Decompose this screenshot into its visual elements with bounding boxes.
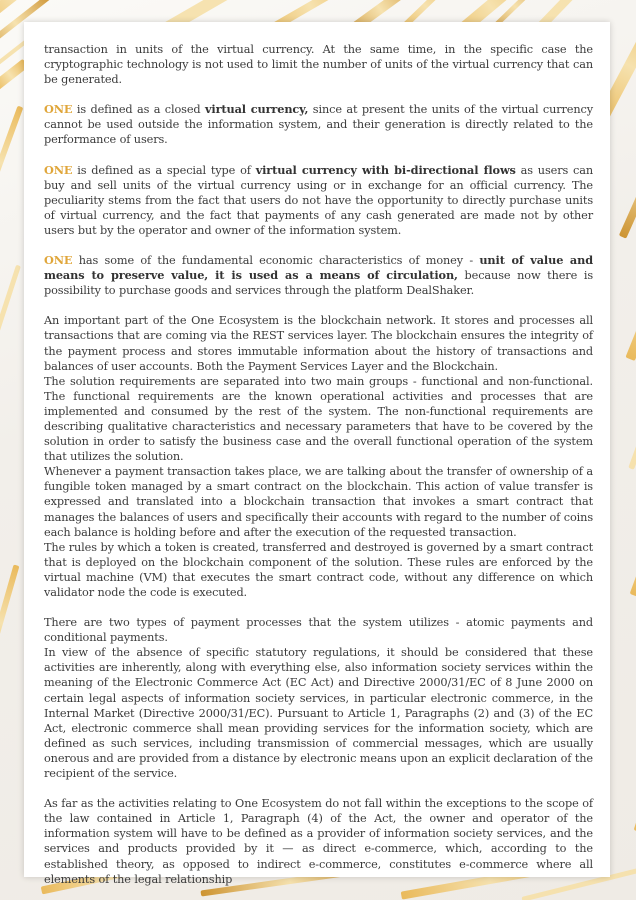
one-keyword: ONE bbox=[44, 253, 73, 268]
one-keyword: ONE bbox=[44, 162, 73, 177]
text-run: as users can buy and sell units of the virtual currency using or in exchange for an official currency. The peculiarity stems from the fact that users do not have the opportunity to directly purchase units of virtual currency, and the fact that payments of any cash generated are made not by other users but by the operator and owner of the information system. bbox=[44, 163, 593, 237]
paragraph bbox=[44, 313, 593, 373]
gold-stripe bbox=[630, 453, 636, 597]
text-run: has some of the fundamental economic characteristics of money - bbox=[72, 254, 480, 268]
text-run: An important part of the One Ecosystem is the blockchain network. It stores and processes all transactions that are coming via the REST services layer. The blockchain ensures the integrity of the payment process and stores immutable information about the history of transactions and balances of user accounts. Both the Payment Services Layer and the Blockchain. bbox=[44, 314, 593, 373]
text-run: is defined as a special type of bbox=[72, 163, 256, 177]
gold-stripe bbox=[0, 265, 21, 381]
paragraph-gap bbox=[44, 238, 593, 253]
text-run: As far as the activities relating to One Ecosystem do not fall within the exceptions to the scope of the law contained in Article 1, Paragraph (4) of the Act, the owner and operator of the information system will have to be defined as a provider of information society services, and the services and products provided by it — as direct e-commerce, which, according to the established theory, as opposed to indirect e-commerce, constitutes e-commerce where all elements of the legal relationship bbox=[44, 797, 593, 886]
paragraph bbox=[44, 615, 593, 645]
bold-phrase: unit of value and means to preserve value, it is used as a means of circulation, bbox=[44, 253, 593, 283]
paragraph-gap bbox=[44, 87, 593, 102]
gold-stripe bbox=[619, 89, 636, 238]
text-run: since at present the units of the virtual currency cannot be used outside the information system, and their generation is directly related to the performance of users. bbox=[44, 103, 593, 147]
paragraph bbox=[44, 42, 593, 87]
paragraph bbox=[44, 102, 593, 147]
paragraph-gap bbox=[44, 298, 593, 313]
one-keyword: ONE bbox=[44, 102, 73, 117]
bold-phrase: virtual currency, bbox=[204, 102, 309, 117]
paragraph-gap bbox=[44, 600, 593, 615]
bold-phrase: virtual currency with bi-directional flows bbox=[255, 162, 516, 177]
text-run: In view of the absence of specific statutory regulations, it should be considered that these activities are inherently, along with everything else, also information society services within the meaning of the Electronic Commerce Act (EC Act) and Directive 2000/31/EC of 8 June 2000 on certain legal aspects of information society services, in particular electronic commerce, in the Internal Market (Directive 2000/31/EC). Pursuant to Article 1, Paragraphs (2) and (3) of the EC Act, electronic commerce shall mean providing services for the information society, which are defined as such services, including transmission of commercial messages, which are usually onerous and are provided from a distance by electronic means upon an explicit declaration of the recipient of the service. bbox=[44, 646, 593, 781]
document-body bbox=[44, 42, 593, 887]
paragraph-gap bbox=[44, 148, 593, 163]
paragraph bbox=[44, 374, 593, 465]
paragraph bbox=[44, 540, 593, 600]
paragraph bbox=[44, 163, 593, 238]
text-run: because now there is possibility to purchase goods and services through the platform DealShaker. bbox=[44, 269, 593, 298]
paragraph bbox=[44, 796, 593, 887]
text-run: Whenever a payment transaction takes place, we are talking about the transfer of ownership of a fungible token managed by a smart contract on the blockchain. This action of value transfer is expressed and translated into a blockchain transaction that invokes a smart contract that manages the balances of users and specifically their accounts with regard to the number of coins each balance is holding before and after the execution of the requested transaction. bbox=[44, 465, 593, 539]
text-run: The solution requirements are separated into two main groups - functional and non-functional. The functional requirements are the known operational activities and processes that are implemented and consumed by the rest of the system. The non-functional requirements are describing qualitative characteristics and necessary parameters that have to be covered by the solution in order to satisfy the business case and the overall functional operation of the system that utilizes the solution. bbox=[44, 374, 593, 464]
gold-stripe bbox=[0, 106, 23, 221]
paragraph-gap bbox=[44, 781, 593, 796]
gold-stripe bbox=[0, 564, 19, 681]
text-run: is defined as a closed bbox=[72, 103, 205, 117]
paragraph bbox=[44, 645, 593, 781]
paragraph bbox=[44, 464, 593, 539]
text-run: There are two types of payment processes that the system utilizes - atomic payments and conditional payments. bbox=[44, 616, 593, 645]
text-run: The rules by which a token is created, transferred and destroyed is governed by a smart contract that is deployed on the blockchain component of the solution. These rules are enforced by the virtual machine (VM) that executes the smart contract code, without any difference on which validator node the code is executed. bbox=[44, 540, 593, 599]
text-run: transaction in units of the virtual currency. At the same time, in the specific case the cryptographic technology is not used to limit the number of units of the virtual currency that can be generated. bbox=[44, 43, 593, 87]
paragraph bbox=[44, 253, 593, 298]
